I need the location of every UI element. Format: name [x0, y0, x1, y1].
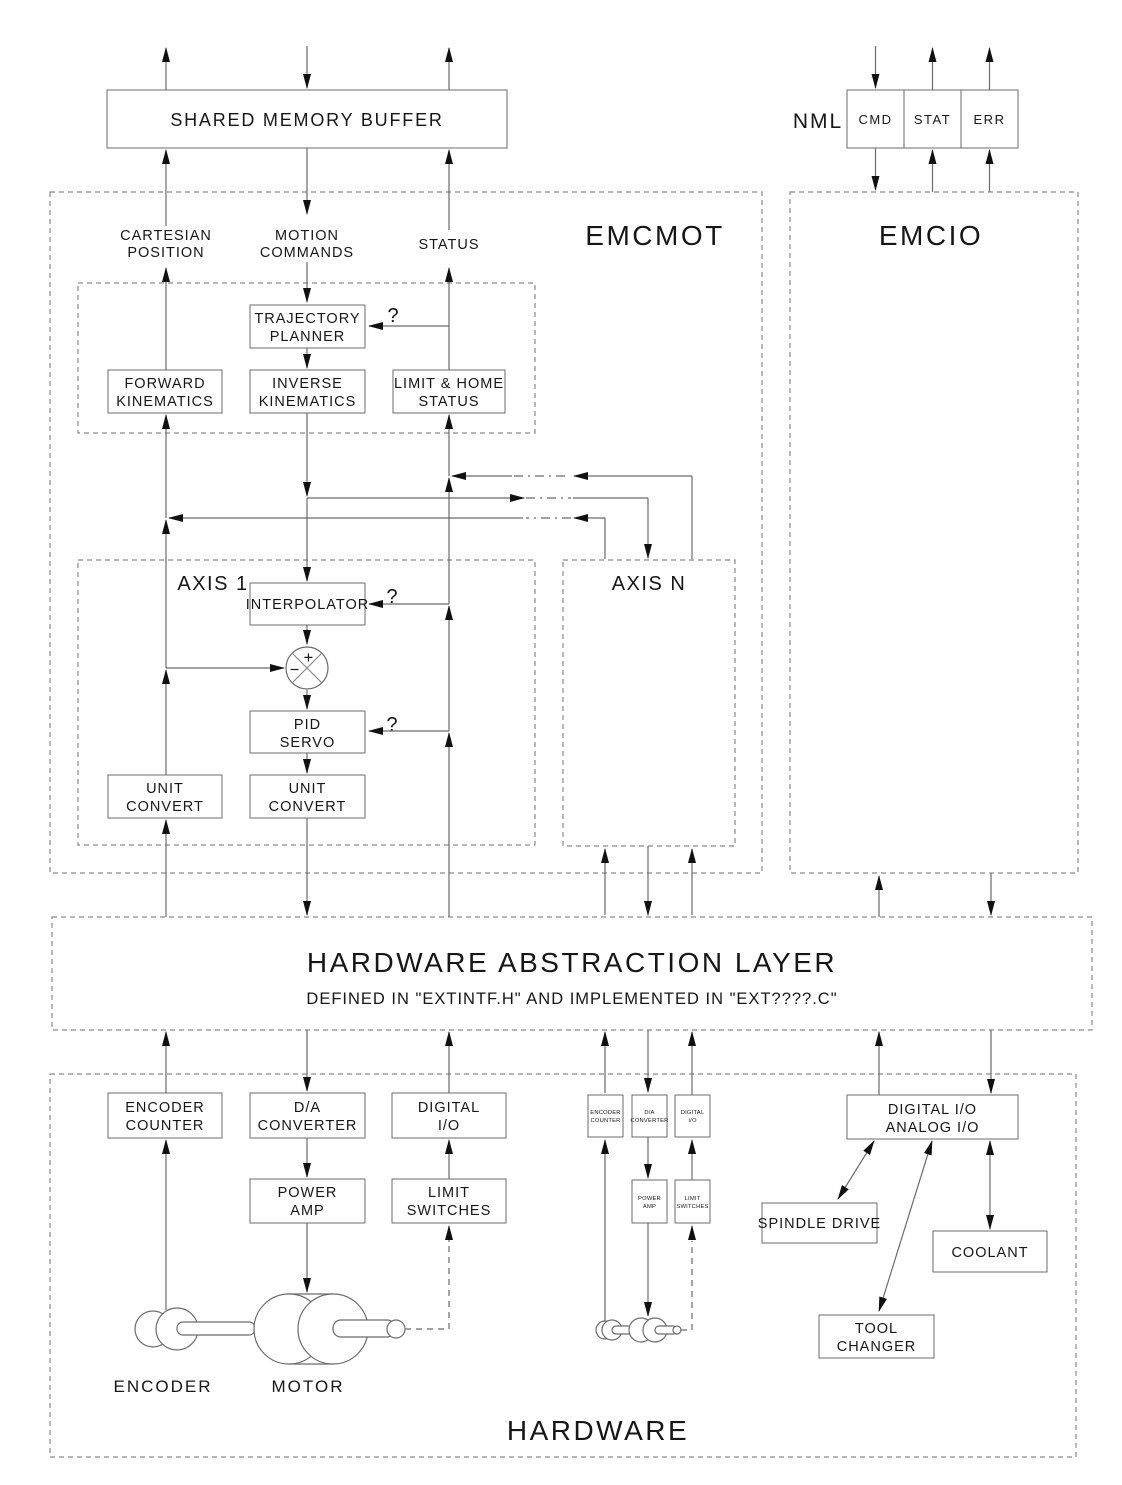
interpolator-label: INTERPOLATOR [245, 597, 370, 613]
hal-title: HARDWARE ABSTRACTION LAYER [306, 947, 838, 978]
spindle-drive-block [758, 1203, 881, 1243]
trajectory-planner-label-2: PLANNER [269, 329, 346, 345]
mini-encoder-counter-label-1: ENCODER [590, 1110, 621, 1116]
nml-stat-label: STAT [913, 112, 952, 127]
shared-memory-buffer-block [107, 90, 507, 148]
status-label: STATUS [418, 237, 480, 253]
mini-encoder-drawing [596, 1320, 632, 1340]
emcio-title: EMCIO [878, 220, 984, 251]
digital-io-block [392, 1093, 506, 1138]
motion-commands-label-2: COMMANDS [259, 245, 355, 261]
encoder-counter-block [108, 1093, 222, 1138]
unit-convert-output-label-2: CONVERT [268, 799, 347, 815]
limit-home-status-block [393, 370, 505, 413]
axis-routing-lines [169, 476, 692, 559]
forward-kinematics-block [108, 370, 222, 413]
mini-da-converter-label-2: CONVERTER [630, 1118, 669, 1124]
nml-block [793, 90, 1018, 148]
limit-switch-mech-link [405, 1242, 449, 1329]
emcmot-region-box [50, 192, 762, 873]
mini-da-converter-label-1: D/A [644, 1110, 655, 1116]
unit-convert-output-block [250, 775, 365, 818]
question-mark-interpolator: ? [386, 586, 398, 608]
digital-io-label-2: I/O [437, 1118, 461, 1134]
summing-plus-sign: + [303, 649, 315, 667]
limit-home-status-label-2: STATUS [418, 394, 480, 410]
forward-kinematics-label-1: FORWARD [124, 376, 206, 392]
summing-minus-sign: − [289, 661, 301, 679]
digital-io-label-1: DIGITAL [417, 1100, 481, 1116]
hardware-left-arrows [166, 1138, 449, 1310]
interpolator-block [246, 583, 369, 625]
axis1-title: AXIS 1 [177, 573, 249, 595]
mini-encoder-counter-label-2: COUNTER [590, 1118, 621, 1124]
unit-convert-output-label-1: UNIT [288, 781, 327, 797]
mini-limit-switches-block [675, 1180, 710, 1223]
inverse-kinematics-label-1: INVERSE [272, 376, 343, 392]
hardware-title: HARDWARE [506, 1415, 690, 1446]
emcmot-title: EMCMOT [585, 220, 725, 251]
mini-digital-io-label-2: I/O [688, 1118, 697, 1124]
mini-encoder-counter-block [588, 1095, 623, 1137]
tool-changer-block [819, 1315, 934, 1358]
question-mark-trajectory: ? [387, 305, 399, 327]
unit-convert-feedback-label-1: UNIT [146, 781, 184, 797]
trajectory-planner-label-1: TRAJECTORY [254, 311, 361, 327]
limit-switches-label-2: SWITCHES [406, 1203, 492, 1219]
emcio-region-box [790, 192, 1078, 873]
limit-switches-label-1: LIMIT [427, 1185, 471, 1201]
mini-limit-switches-label-1: LIMIT [684, 1196, 701, 1202]
motor-drawing [254, 1294, 405, 1364]
cartesian-position-label-2: POSITION [127, 245, 205, 261]
forward-kinematics-label-2: KINEMATICS [116, 394, 214, 410]
coolant-block [933, 1231, 1047, 1272]
shared-memory-buffer-label: SHARED MEMORY BUFFER [170, 110, 444, 130]
mini-power-amp-label-1: POWER [638, 1196, 661, 1202]
cartesian-position-label-1: CARTESIAN [120, 228, 212, 244]
limit-switches-block [392, 1179, 506, 1223]
hal-subtitle: DEFINED IN "EXTINTF.H" AND IMPLEMENTED IN "EXT????.C" [306, 990, 838, 1008]
mini-digital-io-label-1: DIGITAL [680, 1110, 705, 1116]
da-converter-label-2: CONVERTER [257, 1118, 358, 1134]
inverse-kinematics-block [250, 370, 365, 413]
mini-digital-io-block [675, 1095, 710, 1137]
nml-label: NML [792, 110, 844, 133]
tool-changer-label-1: TOOL [854, 1321, 899, 1337]
mini-motor-drawing [629, 1318, 681, 1342]
tool-changer-label-2: CHANGER [836, 1339, 917, 1355]
spindle-drive-label: SPINDLE DRIVE [757, 1216, 882, 1232]
da-converter-block [250, 1093, 365, 1138]
power-amp-label-2: AMP [290, 1203, 325, 1219]
unit-convert-feedback-block [108, 775, 222, 818]
pid-servo-block [250, 711, 365, 753]
axisn-hal-lines [605, 846, 692, 915]
inverse-kinematics-label-2: KINEMATICS [258, 394, 357, 410]
coolant-label: COOLANT [951, 1245, 1029, 1261]
mini-da-converter-block [630, 1095, 668, 1137]
encoder-counter-label-1: ENCODER [125, 1100, 205, 1116]
nml-cmd-label: CMD [858, 112, 893, 127]
axis1-feedback-line [166, 415, 284, 917]
mini-limit-switch-mech-link [681, 1241, 692, 1330]
axisn-region-box [563, 560, 735, 846]
nml-err-label: ERR [973, 112, 1006, 127]
motion-commands-label-1: MOTION [275, 228, 339, 244]
power-amp-block [250, 1179, 365, 1223]
question-mark-pid: ? [386, 714, 398, 736]
motor-caption: MOTOR [271, 1377, 345, 1396]
mini-limit-switches-label-2: SWITCHES [676, 1204, 709, 1210]
bus-labels [120, 228, 479, 261]
da-converter-label-1: D/A [293, 1100, 322, 1116]
emcio-hal-lines [879, 873, 991, 917]
power-amp-label-1: POWER [277, 1185, 338, 1201]
summing-junction [286, 647, 328, 689]
encoder-counter-label-2: COUNTER [125, 1118, 205, 1134]
digital-analog-io-label-2: ANALOG I/O [885, 1120, 980, 1136]
hal-block [306, 947, 837, 1008]
digital-analog-io-label-1: DIGITAL I/O [887, 1102, 978, 1118]
pid-servo-label-2: SERVO [279, 735, 336, 751]
encoder-caption: ENCODER [113, 1377, 213, 1396]
unit-convert-feedback-label-2: CONVERT [126, 799, 204, 815]
mini-power-amp-label-2: AMP [642, 1204, 657, 1210]
digital-analog-io-block [847, 1095, 1018, 1139]
trajectory-planner-block [250, 305, 365, 348]
pid-servo-label-1: PID [293, 717, 322, 733]
limit-home-status-label-1: LIMIT & HOME [393, 376, 505, 392]
axisn-title: AXIS N [611, 573, 687, 595]
hal-hardware-lines [166, 1030, 991, 1095]
mini-hardware-arrows [605, 1137, 692, 1321]
encoder-drawing [135, 1308, 255, 1350]
mini-power-amp-block [632, 1180, 667, 1223]
axis1-command-line [307, 413, 449, 915]
